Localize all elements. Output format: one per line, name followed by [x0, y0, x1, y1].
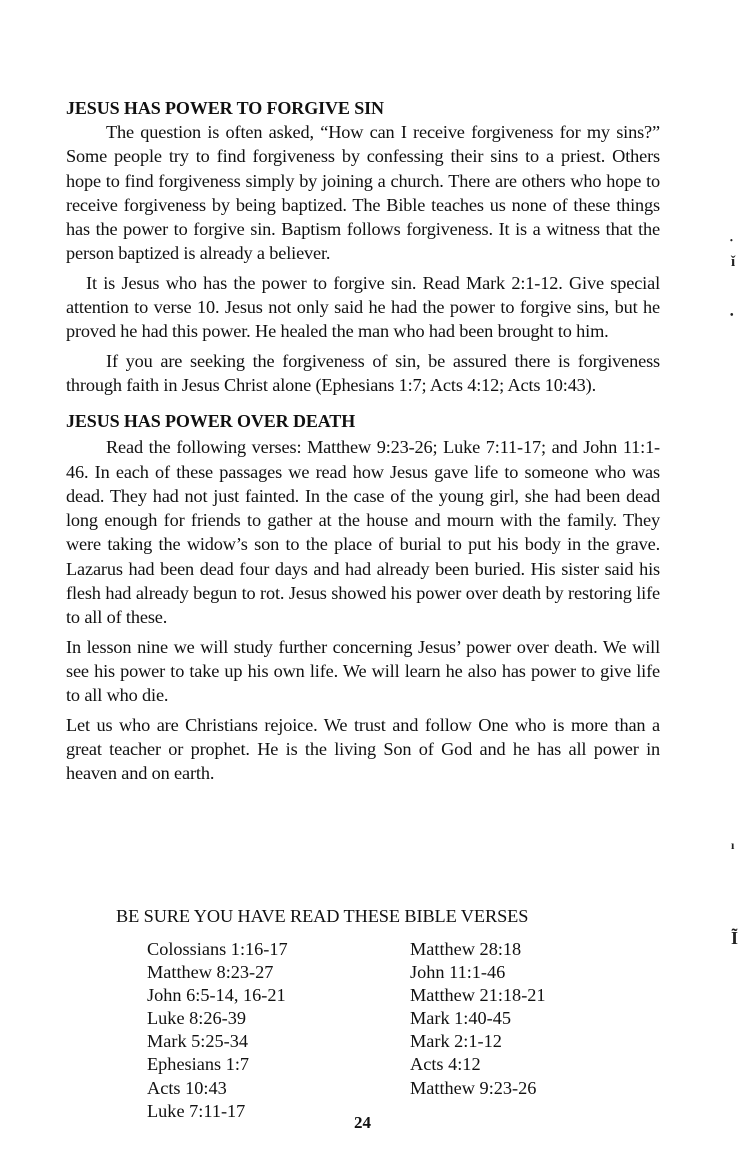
- verse-item: Matthew 28:18: [410, 939, 522, 959]
- verse-item: Matthew 21:18-21: [410, 985, 546, 1006]
- section-heading-power-over-death: JESUS HAS POWER OVER DEATH: [66, 411, 356, 432]
- paragraph: If you are seeking the forgiveness of sin, be assured there is forgiveness through faith in Jesus Christ alone (Ephesians 1:7; Acts 4:12; Acts 10:43).: [66, 350, 660, 395]
- verse-item: Mark 5:25-34: [147, 1031, 249, 1052]
- paragraph: Let us who are Christians rejoice. We trust and follow One who is more than a great teacher or prophet. He is the living Son of God and he has all power in heaven and on earth.: [66, 714, 660, 784]
- scan-speck: ǐ: [731, 254, 736, 270]
- page-number: 24: [354, 1113, 371, 1132]
- page-body: [66, 96, 660, 785]
- scan-speck: Ĩ: [731, 928, 739, 948]
- verse-item: Acts 4:12: [410, 1054, 481, 1075]
- verse-item: Mark 1:40-45: [410, 1008, 512, 1029]
- verse-item: Colossians 1:16-17: [147, 939, 288, 959]
- verse-item: John 11:1-46: [410, 962, 506, 983]
- verse-item: Luke 7:11-17: [147, 1100, 246, 1121]
- verse-item: Matthew 8:23-27: [147, 962, 274, 983]
- paragraph: In lesson nine we will study further concerning Jesus’ power over death. We will see his power to take up his own life. We will learn he also has power to give life to all who die.: [66, 636, 660, 706]
- paragraph: It is Jesus who has the power to forgive sin. Read Mark 2:1-12. Give special attention to verse 10. Jesus not only said he had the power to forgive sins, but he proved he had this power. He healed the man who had been brought to him.: [66, 272, 660, 342]
- paragraph: The question is often asked, “How can I receive forgiveness for my sins?” Some people try to find forgiveness by confessing their sins to a priest. Others hope to find forgiveness simply by joining a church. There are others who hope to receive forgiveness by being baptized. The Bible teaches us none of these things has the power to forgive sin. Baptism follows forgiveness. It is a witness that the person baptized is already a believer.: [66, 122, 660, 264]
- verse-item: Matthew 9:23-26: [410, 1077, 537, 1098]
- scan-speck: •: [730, 310, 734, 321]
- verse-item: Luke 8:26-39: [147, 1008, 247, 1029]
- verses-heading: BE SURE YOU HAVE READ THESE BIBLE VERSES: [116, 906, 529, 926]
- scan-speck: ı: [731, 838, 735, 852]
- verse-item: Mark 2:1-12: [410, 1031, 502, 1052]
- section-heading-forgive-sin: JESUS HAS POWER TO FORGIVE SIN: [66, 98, 384, 118]
- verse-item: Acts 10:43: [147, 1077, 227, 1098]
- paragraph: Read the following verses: Matthew 9:23-26; Luke 7:11-17; and John 11:1-46. In each of these passages we read how Jesus gave life to someone who was dead. They had not just fainted. In the case of the young girl, she had been dead long enough for friends to gather at the house and mourn with the family. They were taking the widow’s son to the place of burial to put his body in the grave. Lazarus had been dead four days and had already been buried. His sister said his flesh had already begun to rot. Jesus showed his power over death by restoring life to all of these.: [66, 437, 660, 628]
- verse-item: John 6:5-14, 16-21: [147, 985, 286, 1006]
- verses-list-left: [147, 938, 288, 1123]
- scan-speck: •: [730, 236, 733, 245]
- verses-list-right: [410, 938, 546, 1100]
- verse-item: Ephesians 1:7: [147, 1054, 250, 1075]
